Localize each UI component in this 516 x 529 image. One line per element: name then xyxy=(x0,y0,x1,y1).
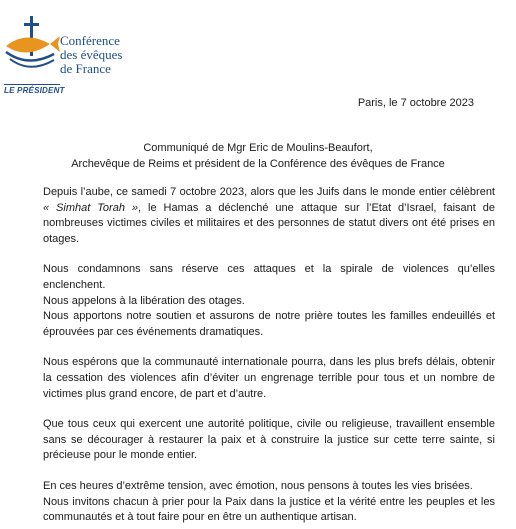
cross-fish-icon xyxy=(4,16,60,78)
title-line-1: Communiqué de Mgr Eric de Moulins-Beaufort, xyxy=(143,142,373,154)
simhat-torah-emphasis: « Simhat Torah » xyxy=(43,201,139,214)
communique-body xyxy=(43,185,495,526)
organization-name xyxy=(60,34,122,76)
paragraph-1-start: Depuis l’aube, ce samedi 7 octobre 2023, alors que les Juifs dans le monde entier célèbrent xyxy=(43,186,495,198)
communique-title xyxy=(0,140,516,172)
org-line-3: de France xyxy=(60,61,111,76)
paragraph-1 xyxy=(43,185,495,247)
role-label: LE PRÉSIDENT xyxy=(4,86,65,95)
paragraph-1-end: , le Hamas a déclenché une attaque sur l’Etat d’Israel, faisant de nombreuses victimes civiles et militaires et des personnes de statut divers ont été prises en otages. xyxy=(43,201,495,245)
paragraph-2-line-3: Nous apportons notre soutien et assurons de notre prière toutes les familles endeuillés et éprouvées par ces événements dramatiques. xyxy=(43,310,495,338)
paragraph-5 xyxy=(43,479,495,526)
paragraph-4: Que tous ceux qui exercent une autorité politique, civile ou religieuse, travaillent ensemble sans se décourager à restaurer la paix et à construire la justice sur cette terre sainte, si précieuse pour le monde entier. xyxy=(43,418,495,462)
role-divider xyxy=(4,84,60,85)
org-line-1: Conférence xyxy=(60,33,120,48)
paragraph-2-line-1: Nous condamnons sans réserve ces attaques et la spirale de violences qu’elles enclenchent. xyxy=(43,263,495,291)
paragraph-3: Nous espérons que la communauté internationale pourra, dans les plus brefs délais, obtenir la cessation des violences afin d’éviter un engrenage terrible pour tous et un nombre de victimes plus grand encore, de part et d’autre. xyxy=(43,356,495,400)
paragraph-2-line-2: Nous appelons à la libération des otages. xyxy=(43,294,245,307)
paragraph-5-line-2: Nous invitons chacun à prier pour la Paix dans la justice et la vérité entre les peuples et les communautés et à tout faire pour en être un authentique artisan. xyxy=(43,495,495,524)
date-line: Paris, le 7 octobre 2023 xyxy=(357,97,474,109)
org-line-2: des évêques xyxy=(60,47,123,62)
paragraph-2 xyxy=(43,262,495,340)
cef-logo xyxy=(4,14,134,84)
title-line-2: Archevêque de Reims et président de la Conférence des évêques de France xyxy=(71,158,445,170)
paragraph-5-line-1: En ces heures d’extrême tension, avec émotion, nous pensons à toutes les vies brisées. xyxy=(43,479,473,492)
